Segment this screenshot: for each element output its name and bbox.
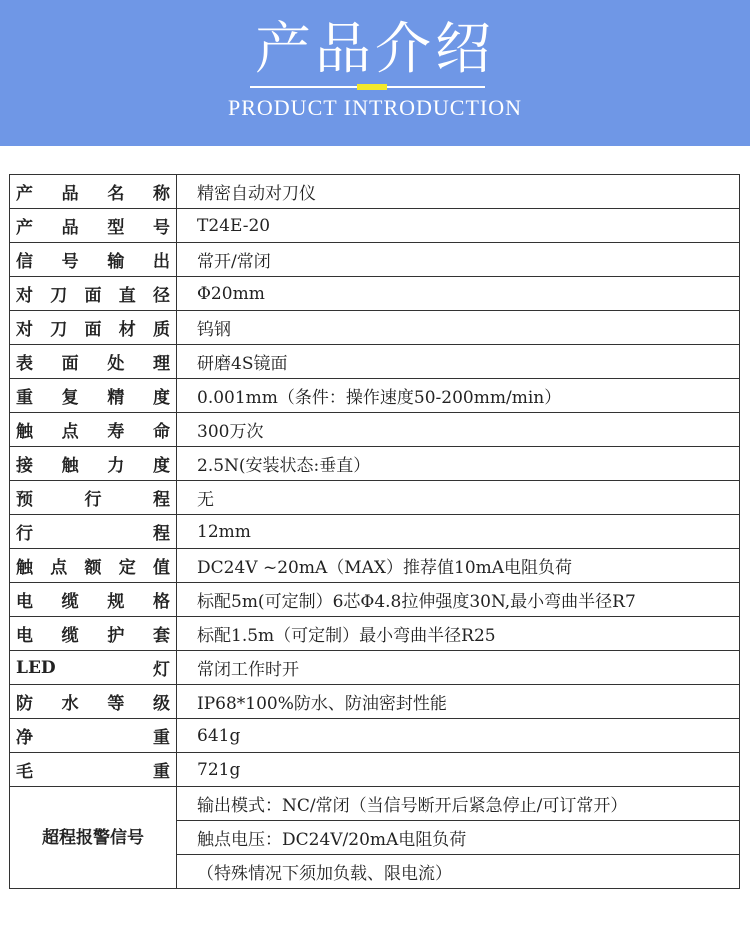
overtravel-value: 输出模式：NC/常闭（当信号断开后紧急停止/可订常开） <box>177 787 740 821</box>
overtravel-value: （特殊情况下须加负载、限电流） <box>177 855 740 889</box>
spec-label-text: 触 点 额 定 值 <box>16 558 170 578</box>
table-row <box>10 617 740 651</box>
spec-label <box>10 447 177 481</box>
table-row <box>10 209 740 243</box>
spec-label <box>10 175 177 209</box>
spec-label-text: 表 面 处 理 <box>16 354 170 374</box>
spec-label-text: 预 行 程 <box>16 490 170 510</box>
spec-label-text: 电 缆 护 套 <box>16 626 170 646</box>
table-row <box>10 719 740 753</box>
spec-value: 300万次 <box>177 413 740 447</box>
overtravel-label <box>10 787 177 889</box>
spec-label-text: 对 刀 面 材 质 <box>16 320 170 340</box>
table-row <box>10 379 740 413</box>
table-row <box>10 651 740 685</box>
spec-table <box>9 174 740 889</box>
spec-label-text: 行 程 <box>16 524 170 544</box>
table-row <box>10 175 740 209</box>
spec-label <box>10 311 177 345</box>
spec-value: IP68*100%防水、防油密封性能 <box>177 685 740 719</box>
page-subtitle: PRODUCT INTRODUCTION <box>228 95 522 120</box>
spec-label <box>10 515 177 549</box>
spec-label-text: 重 复 精 度 <box>16 388 170 408</box>
table-row <box>10 753 740 787</box>
spec-label <box>10 685 177 719</box>
spec-label <box>10 209 177 243</box>
spec-label-text: 触 点 寿 命 <box>16 422 170 442</box>
header-banner <box>0 0 750 146</box>
table-row <box>10 345 740 379</box>
table-row <box>10 311 740 345</box>
spec-value: 641g <box>177 719 740 753</box>
spec-value: 常开/常闭 <box>177 243 740 277</box>
spec-value: 12mm <box>177 515 740 549</box>
spec-value: DC24V ~20mA（MAX）推荐值10mA电阻负荷 <box>177 549 740 583</box>
spec-value: 0.001mm（条件：操作速度50-200mm/min） <box>177 379 740 413</box>
spec-value: 钨钢 <box>177 311 740 345</box>
spec-value: 精密自动对刀仪 <box>177 175 740 209</box>
spec-label-text: 电 缆 规 格 <box>16 592 170 612</box>
spec-label-text: 信 号 输 出 <box>16 252 170 272</box>
spec-label <box>10 651 177 685</box>
table-row <box>10 787 740 821</box>
table-row <box>10 685 740 719</box>
table-row <box>10 583 740 617</box>
table-row <box>10 549 740 583</box>
spec-label-text: 产 品 型 号 <box>16 218 170 238</box>
spec-value: 721g <box>177 753 740 787</box>
spec-value: Φ20mm <box>177 277 740 311</box>
table-row <box>10 243 740 277</box>
spec-label-text: LED 灯 <box>16 657 170 680</box>
spec-label-text: 产 品 名 称 <box>16 184 170 204</box>
spec-label <box>10 413 177 447</box>
spec-value: 标配1.5m（可定制）最小弯曲半径R25 <box>177 617 740 651</box>
spec-label <box>10 277 177 311</box>
spec-label <box>10 753 177 787</box>
spec-value: 研磨4S镜面 <box>177 345 740 379</box>
table-row <box>10 515 740 549</box>
spec-label <box>10 243 177 277</box>
spec-label <box>10 379 177 413</box>
spec-label <box>10 345 177 379</box>
spec-label-text: 对 刀 面 直 径 <box>16 286 170 306</box>
table-row <box>10 447 740 481</box>
title-accent-mark <box>357 84 387 90</box>
overtravel-label-text: 超程报警信号 <box>42 827 144 848</box>
table-row <box>10 277 740 311</box>
spec-value: 2.5N(安装状态:垂直） <box>177 447 740 481</box>
spec-label-text: 毛 重 <box>16 762 170 782</box>
spec-label <box>10 481 177 515</box>
table-row <box>10 413 740 447</box>
spec-value: T24E-20 <box>177 209 740 243</box>
page-title: 产品介绍 <box>255 17 495 82</box>
spec-value: 标配5m(可定制）6芯Φ4.8拉伸强度30N,最小弯曲半径R7 <box>177 583 740 617</box>
spec-value: 常闭工作时开 <box>177 651 740 685</box>
spec-label-text: 接 触 力 度 <box>16 456 170 476</box>
table-row <box>10 481 740 515</box>
spec-label-text: 净 重 <box>16 728 170 748</box>
spec-label <box>10 617 177 651</box>
spec-label <box>10 719 177 753</box>
spec-label <box>10 583 177 617</box>
spec-label-text: 防 水 等 级 <box>16 694 170 714</box>
spec-label <box>10 549 177 583</box>
overtravel-value: 触点电压：DC24V/20mA电阻负荷 <box>177 821 740 855</box>
spec-value: 无 <box>177 481 740 515</box>
